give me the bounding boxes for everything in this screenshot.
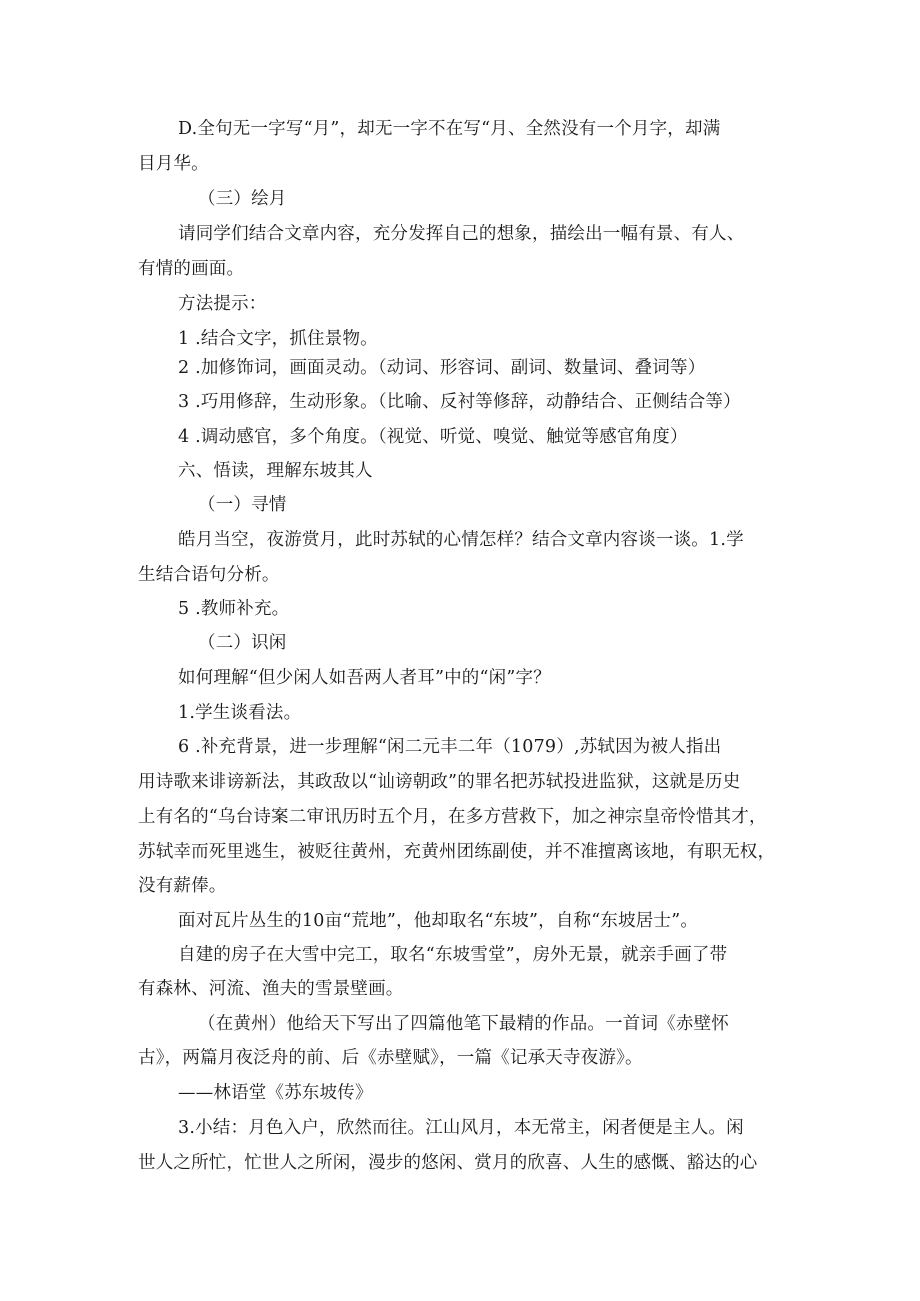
paragraph-line: 面对瓦片丛生的10亩“荒地”，他却取名“东坡”，自称“东坡居士”。: [178, 911, 699, 931]
paragraph-line: 皓月当空，夜游赏月，此时苏轼的心情怎样？结合文章内容谈一谈。1.学: [178, 530, 744, 550]
background-line-3: 上有名的“乌台诗案二审讯历时五个月，在多方营救下，加之神宗皇帝怜惜其才，: [138, 807, 767, 827]
paragraph-line: 生结合语句分析。: [138, 565, 280, 585]
paragraph-line: 有情的画面。: [138, 259, 245, 279]
background-line-2: 用诗歌来诽谤新法，其政敌以“讪谤朝政”的罪名把苏轼投进监狱，这就是历史: [138, 772, 741, 792]
list-item: 5 .教师补充。: [178, 599, 290, 619]
option-d-line-1: D.全句无一字写“月”，却无一字不在写“月、全然没有一个月字，却满: [178, 119, 721, 139]
question-line: 如何理解“但少闲人如吾两人者耳”中的“闲”字？: [178, 668, 551, 688]
section-heading-six: 六、悟读，理解东坡其人: [178, 461, 373, 481]
section-heading-leisure: （二）识闲: [198, 633, 287, 653]
summary-line-2: 世人之所忙，忙世人之所闲，漫步的悠闲、赏月的欣喜、人生的感慨、豁达的心: [138, 1153, 758, 1173]
list-item: 3 .巧用修辞，生动形象。（比喻、反衬等修辞，动静结合、正侧结合等）: [178, 392, 741, 412]
list-item: 1.学生谈看法。: [178, 703, 302, 723]
quote-attribution: ——林语堂《苏东坡传》: [178, 1083, 373, 1103]
background-line-5: 没有薪俸。: [138, 876, 227, 896]
paragraph-line: 请同学们结合文章内容，充分发挥自己的想象，描绘出一幅有景、有人、: [178, 224, 745, 244]
paragraph-line: 自建的房子在大雪中完工，取名“东坡雪堂”，房外无景，就亲手画了带: [178, 945, 728, 965]
list-item: 2 .加修饰词，画面灵动。（动词、形容词、副词、数量词、叠词等）: [178, 358, 706, 378]
section-heading-seek-emotion: （一）寻情: [198, 495, 287, 515]
quote-line-2: 古》，两篇月夜泛舟的前、后《赤壁赋》，一篇《记承天寺夜游》。: [138, 1048, 643, 1068]
list-item: 4 .调动感官，多个角度。（视觉、听觉、嗅觉、触觉等感官角度）: [178, 427, 688, 447]
section-heading-draw-moon: （三）绘月: [198, 189, 287, 209]
method-tips-label: 方法提示：: [178, 294, 267, 314]
quote-line-1: （在黄州）他给天下写出了四篇他笔下最精的作品。一首词《赤壁怀: [198, 1014, 729, 1034]
summary-line-1: 3.小结：月色入户，欣然而往。江山风月，本无常主，闲者便是主人。闲: [178, 1118, 744, 1138]
background-line-4: 苏轼幸而死里逃生，被贬往黄州，充黄州团练副使，并不准擅离该地，有职无权，: [138, 842, 776, 862]
list-item: 1 .结合文字，抓住景物。: [178, 329, 378, 349]
paragraph-line: 有森林、河流、渔夫的雪景壁画。: [138, 979, 404, 999]
background-line-1: 6 .补充背景，进一步理解“闲二元丰二年（1079）,苏轼因为被人指出: [178, 737, 722, 757]
option-d-line-2: 目月华。: [138, 154, 209, 174]
